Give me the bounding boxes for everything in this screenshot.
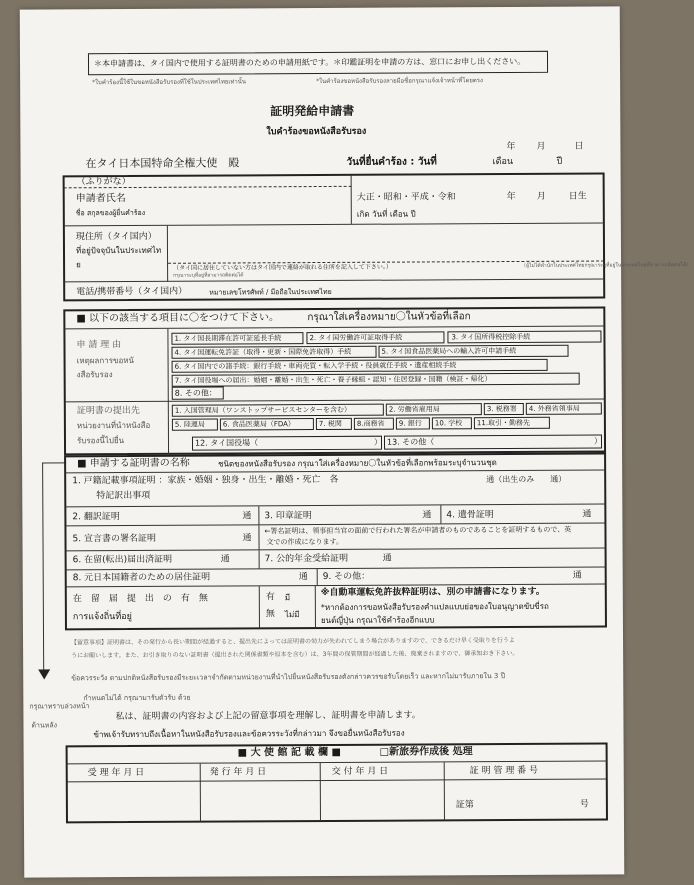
birth-day: 日生 — [568, 191, 587, 202]
cert-item-7[interactable]: 7. 公的年金受給証明 — [264, 553, 349, 565]
reason-option-4-label: 4. タイ国運転免許証（取得・更新・国際免許取得）手続 — [174, 347, 352, 357]
residence-yes[interactable]: 有 — [265, 592, 275, 603]
arrow-down-icon — [38, 669, 50, 679]
cert-item-8[interactable]: 8. 元日本国籍者のための居住証明 — [72, 572, 211, 584]
furigana-label: （ふりがな） — [76, 176, 131, 188]
cert-number-col: 証 明 管 理 番 号 — [469, 765, 539, 777]
address-note-th-2: กรุณาระบุที่อยู่ที่สามารถติดต่อได้ — [173, 272, 244, 279]
note-line-4-left: กรุณาทราบล่วงหน้า — [29, 702, 90, 711]
birth-era: 大正・昭和・平成・令和 — [356, 192, 456, 203]
submit-option-7-label: 7. 税関 — [318, 419, 342, 429]
notice-th-2: *ในคำร้องขอหนังสือรับรองลายมือชื่อกรุณาแจ้งเจ้าหน้าที่โดยตรง — [316, 77, 483, 86]
issued-date-col: 発 行 年 月 日 — [209, 767, 267, 778]
submit-option-8-label: 8.商務省 — [356, 419, 385, 428]
license-note-th-1: *หากต้องการขอหนังสือรับรองคำแปลแบบย่อของใบอนุญาตขับขี่รถ — [320, 601, 549, 613]
date-day: 日 — [574, 141, 584, 152]
date-th-label: วันที่ยื่นคำร้อง : วันที่ — [346, 156, 437, 168]
phone-label: 電話/携帯番号（タイ国内） — [76, 286, 188, 298]
application-form — [20, 6, 692, 877]
embassy-heading: ■ 大 使 館 記 載 欄 ■ — [237, 746, 341, 759]
submit-th-2: รับรองนี้ไปยื่น — [76, 436, 125, 446]
cert-item-3-unit: 通 — [422, 510, 432, 521]
note-line-2: うにお願いします。また、お引き取りのない証明書（提出された関係書類や原本を含む）は、3年間の保管期間が経過した後、廃棄されますので、御承知おき下さい。 — [71, 649, 519, 660]
cert-suffix: 号 — [579, 799, 589, 810]
cert-item-2-unit: 通 — [242, 511, 252, 522]
section1-heading: ■ 以下の該当する項目に〇をつけて下さい。 — [76, 312, 280, 325]
note-line-4-mid: กำหนดไม่ได้ กรุณามารับตัวรับ ด้วย — [83, 693, 191, 703]
address-note: （タイ国に居住していない方はタイ国内で連絡が取れる住所を記入して下さい。） — [173, 263, 392, 272]
reason-th-1: เหตุผลการขอหนั — [76, 355, 135, 366]
cert-item-6[interactable]: 6. 在留(転出)届出済証明 — [72, 554, 173, 566]
section2-heading-th: ชนิดของหนังสือรับรอง กรุณาใส่เครื่องหมาย〇ในหัวข้อที่เลือกพร้อมระบุจำนวนชุด — [218, 458, 497, 469]
submit-option-13-close: ） — [593, 436, 603, 446]
residence-no-th: ไม่มี — [284, 610, 300, 620]
reason-option-2-label: 2. タイ国労働許可証取得手続 — [309, 333, 403, 343]
cert-item-8-unit: 通 — [298, 572, 308, 583]
date-th-year: ปี — [556, 156, 563, 167]
notice-th-1: *ใบคำร้องนี้ใช้ในขอหนังสือรับรองที่ใช้ในประเทศไทยเท่านั้น — [92, 78, 247, 87]
section2-heading: ■ 申請する証明書の名称 — [77, 457, 190, 470]
delivered-date-col: 交 付 年 月 日 — [331, 766, 389, 777]
cert-item-1[interactable]: 1. 戸籍記載事項証明 ：家族・婚姻・独身・出生・離婚・死亡 各 — [72, 474, 339, 487]
notice-jp: ＊本申請書は、タイ国内で使用する証明書のための申請用紙です。＊印鑑証明を申請の方は、窓口にお申し出ください。 — [93, 56, 526, 69]
cert-item-6-unit: 通 — [220, 554, 230, 565]
submit-option-9-label: 9. 銀行 — [398, 419, 422, 428]
submit-option-10-label: 10. 学校 — [434, 419, 463, 428]
reason-option-1-label: 1. タイ国長期滞在許可証延長手続 — [174, 334, 282, 343]
submit-option-11-label: 11.取引・勤務先 — [476, 418, 531, 428]
cert-item-5-note-1: ←署名証明は、領事担当官の面前で行われた署名が申請者のものであることを証明するもので、英 — [264, 525, 572, 536]
note-line-5-left: ด้านหลัง — [31, 721, 58, 730]
cert-item-2[interactable]: 2. 翻訳証明 — [72, 512, 120, 523]
cert-item-5-note-2: 文での作成になります。 — [266, 537, 343, 547]
date-month: 月 — [536, 141, 546, 152]
residence-report-th: การแจ้งถิ่นที่อยู่ — [72, 611, 132, 623]
cert-item-5[interactable]: 5. 宣言書の署名証明 — [72, 533, 156, 545]
residence-no[interactable]: 無 — [265, 609, 275, 620]
reason-option-5-label: 5. タイ国食品医薬局への輸入許可申請手続 — [381, 346, 517, 356]
arrow-line — [42, 462, 44, 674]
address-th-2: ย — [76, 260, 81, 270]
license-note-th-2: ยนต์ญี่ปุ่น กรุณาใช้คำร้องอีกแบบ — [320, 615, 435, 626]
phone-th: หมายเลขโทรศัพท์ / มือถือในประเทศไทย — [209, 287, 332, 297]
submit-option-1-label: 1. 入国管理局（ワンストップサービスセンターを含む） — [174, 405, 352, 415]
cert-item-4-unit: 通 — [582, 509, 592, 520]
new-passport-checkbox[interactable]: □新旅券作成後 処理 — [379, 746, 473, 758]
cert-item-7-unit: 通 — [382, 553, 392, 564]
birth-year: 年 — [506, 191, 516, 203]
submit-option-3-label: 3. 税務署 — [486, 404, 517, 414]
submit-option-6-label: 6. 食品医薬局（FDA） — [222, 420, 295, 429]
address-label: 現住所（タイ国内） — [75, 231, 157, 243]
note-line-1: 【留意事項】証明書は、その発行から長い期間が経過すると、提出先によっては証明書の効力が失われてしまう場合がありますので、できるだけ早く受取りを行うよ — [71, 636, 515, 647]
residence-report-label: 在 留 届 提 出 の 有 無 — [72, 593, 208, 605]
submit-option-2-label: 2. 労働省雇用局 — [388, 405, 440, 414]
submit-option-4-label: 4. 外務省領事局 — [528, 404, 580, 413]
cert-item-1-sub: 特記訳出事項 — [96, 490, 151, 502]
address-th-1: ที่อยู่ปัจจุบันในประเทศไท — [75, 245, 162, 256]
applicant-name-label: 申請者氏名 — [75, 193, 126, 205]
page-title-th: ใบคำร้องขอหนังสือรับรอง — [266, 126, 367, 138]
address-input[interactable] — [171, 226, 601, 261]
note-line-5: 私は、証明書の内容および上記の留意事項を理解し、証明書を申請します。 — [115, 710, 421, 723]
addressee: 在タイ日本国特命全権大使 殿 — [85, 156, 240, 171]
date-th-month: เดือน — [492, 156, 514, 168]
reason-label: 申 請 理 由 — [76, 340, 122, 351]
birth-month: 月 — [536, 191, 546, 202]
reason-option-3-label: 3. タイ国所得税控除手続 — [451, 332, 531, 342]
reason-option-8-label: 8. その他： — [174, 388, 217, 398]
cert-item-1-qty: 通（出生のみ 通） — [486, 474, 567, 485]
cert-item-9[interactable]: 9. その他： — [322, 571, 371, 582]
reason-option-6-label: 6. タイ国内での諸手続：銀行手続・車両売買・転入学手続・役員就任手続・遺産相続手続 — [174, 361, 457, 371]
applicant-name-input[interactable] — [169, 188, 349, 223]
license-note: ※自動車運転免許抜粋証明は、別の申請書になります。 — [320, 586, 545, 599]
note-line-6: ข้าพเจ้ารับทราบถึงเนื้อหาในหนังสือรับรองและข้อควรระวังที่กล่าวมา จึงขอยื่นหนังสือรับรอง — [93, 728, 405, 740]
residence-yes-th: มี — [284, 593, 291, 603]
birth-th: เกิด วันที่ เดือน ปี — [356, 209, 416, 219]
cert-item-3[interactable]: 3. 印章証明 — [264, 511, 312, 522]
applicant-name-th: ชื่อ สกุลของผู้ยื่นคำร้อง — [75, 208, 146, 218]
submit-option-5-label: 5. 陸運局 — [174, 420, 205, 429]
cert-prefix: 証第 — [455, 800, 474, 811]
cert-item-5-unit: 通 — [242, 533, 252, 544]
section1-heading-th: กรุณาใส่เครื่องหมาย〇ในหัวข้อที่เลือก — [307, 311, 471, 324]
received-date-col: 受 理 年 月 日 — [87, 767, 145, 779]
address-note-th: （ผู้ไม่ได้พำนักในประเทศไทยกรุณาระบุที่อยู่ในประเทศไทยที่สามารถติดต่อได้） — [521, 262, 692, 269]
submit-option-12-close: ） — [373, 437, 383, 447]
submit-label: 証明書の提出先 — [76, 405, 140, 417]
cert-item-9-unit: 通 — [572, 570, 582, 581]
submit-th-1: หน่วยงานที่นำหนังสือ — [76, 420, 151, 431]
reason-th-2: งสือรับรอง — [76, 370, 113, 380]
reason-option-8[interactable] — [172, 387, 224, 400]
page-title: 証明発給申請書 — [270, 103, 355, 119]
cert-item-4[interactable]: 4. 遺骨証明 — [446, 510, 494, 521]
submit-option-12-label: 12. タイ国役場（ — [194, 438, 259, 448]
reason-option-7-label: 7. タイ国役場への届出：婚姻・離婚・出生・死亡・養子縁組・認知・住居登録・国籍（検証・帰化） — [174, 375, 492, 385]
submit-option-13-label: 13. その他（ — [386, 437, 435, 447]
date-year: 年 — [506, 141, 516, 153]
note-line-3: ข้อควรระวัง ตามปกติหนังสือรับรองมีระยะเวลาจำกัดตามหน่วยงานที่นำไปยื่นหนังสือรับรองดังกล่าวควรขอรับโดยเร็ว และหากไม่มารับภายใน 3 ปี — [71, 672, 506, 683]
